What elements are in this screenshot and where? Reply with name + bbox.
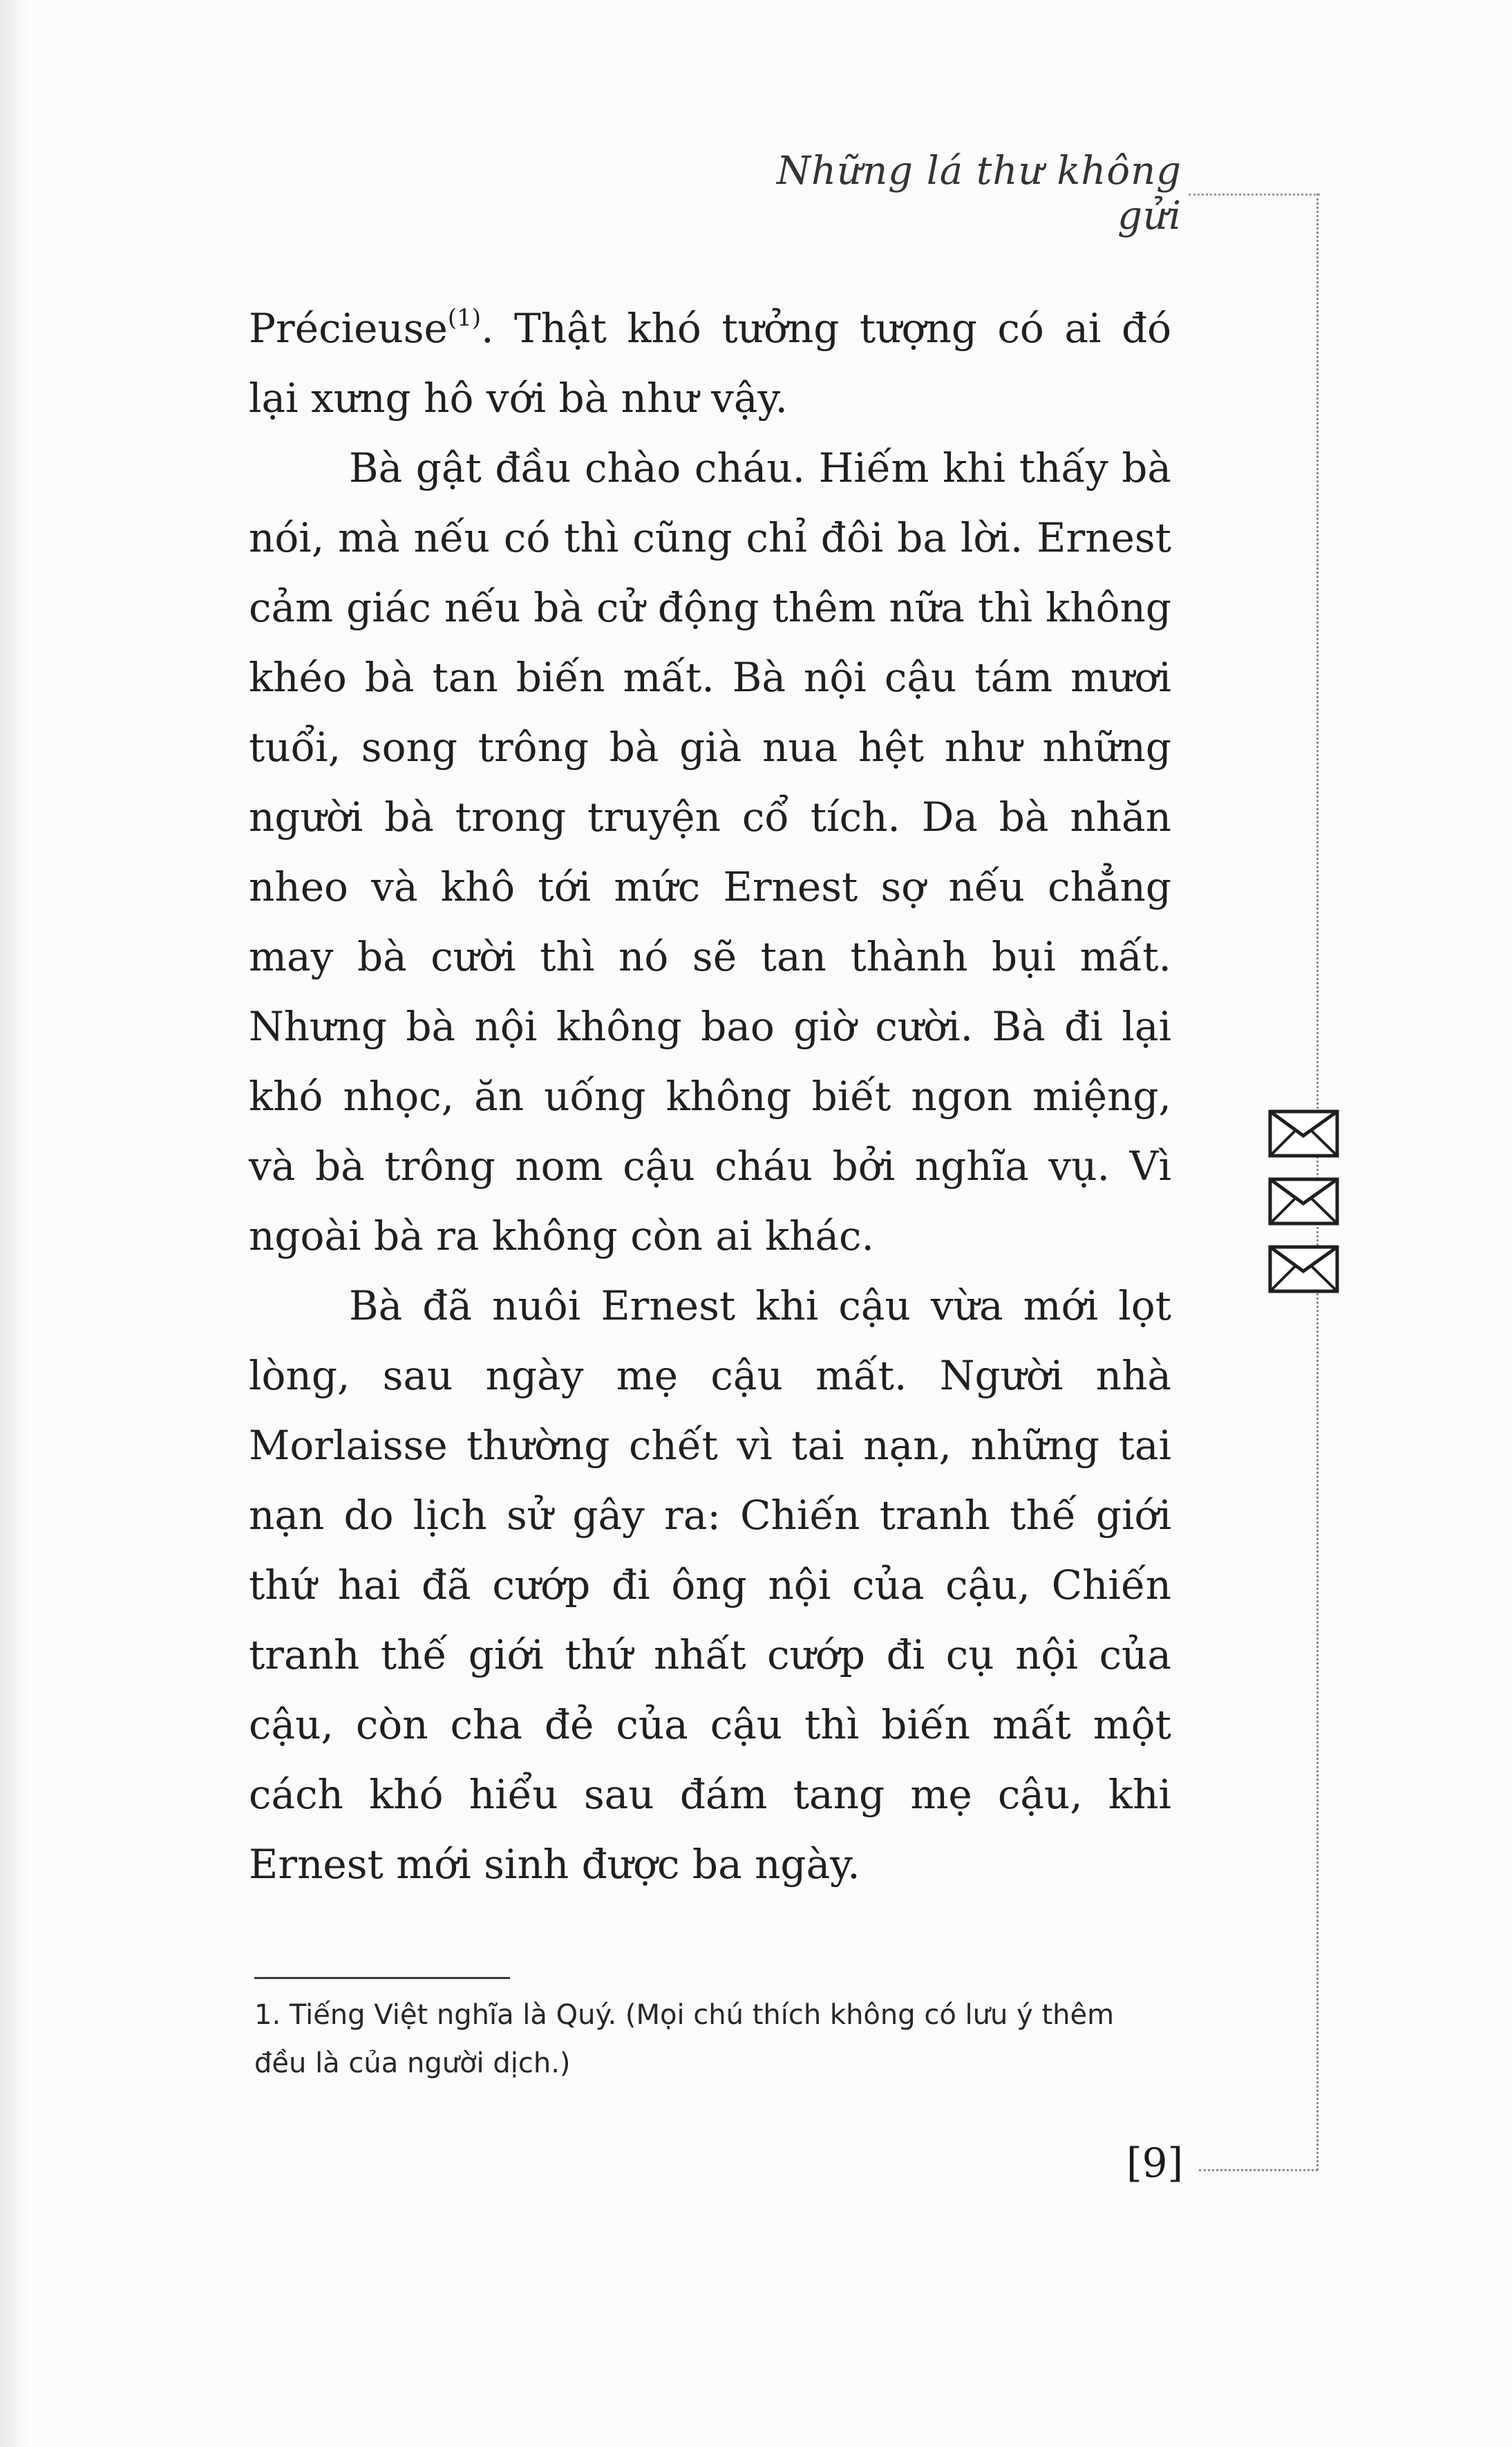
running-title: Những lá thư không gửi (776, 149, 1182, 238)
paragraph-1 (249, 294, 1171, 433)
frame-top-dotted-line (1189, 194, 1320, 196)
footnote: 1. Tiếng Việt nghĩa là Quý. (Mọi chú thích không có lưu ý thêm đều là của người dịch.) (254, 1999, 1115, 2079)
paragraph-1-text: . Thật khó tưởng tượng có ai đó lại xưng hô với bà như vậy. (249, 305, 1171, 422)
footnote-reference: (1) (447, 304, 482, 332)
paragraph-2: Bà gật đầu chào cháu. Hiếm khi thấy bà nói, mà nếu có thì cũng chỉ đôi ba lời. Ernest cảm giác nếu bà cử động thêm nữa thì không khéo bà tan biến mất. Bà nội cậu tám mươi tuổi, song trông bà già nua hệt như những người bà trong truyện cổ tích. Da bà nhăn nheo và khô tới mức Ernest sợ nếu chẳng may bà cười thì nó sẽ tan thành bụi mất. Nhưng bà nội không bao giờ cười. Bà đi lại khó nhọc, ăn uống không biết ngon miệng, và bà trông nom cậu cháu bởi nghĩa vụ. Vì ngoài bà ra không còn ai khác. (249, 444, 1171, 1259)
precieuse-word: Précieuse (249, 305, 448, 352)
body-text (249, 294, 1171, 1900)
envelope-icon (1268, 1245, 1339, 1293)
page-gutter-shadow (0, 0, 28, 2447)
envelope-icon (1268, 1177, 1339, 1226)
page-number: [9] (1126, 2139, 1184, 2186)
envelope-icon (1268, 1109, 1339, 1158)
envelope-decoration (1268, 1109, 1341, 1313)
paragraph-3: Bà đã nuôi Ernest khi cậu vừa mới lọt lòng, sau ngày mẹ cậu mất. Người nhà Morlaisse thường chết vì tai nạn, những tai nạn do lịch sử gây ra: Chiến tranh thế giới thứ hai đã cướp đi ông nội của cậu, Chiến tranh thế giới thứ nhất cướp đi cụ nội của cậu, còn cha đẻ của cậu thì biến mất một cách khó hiểu sau đám tang mẹ cậu, khi Ernest mới sinh được ba ngày. (249, 1282, 1171, 1888)
frame-bottom-dotted-line (1199, 2169, 1318, 2171)
footnote-divider (254, 1977, 510, 1979)
